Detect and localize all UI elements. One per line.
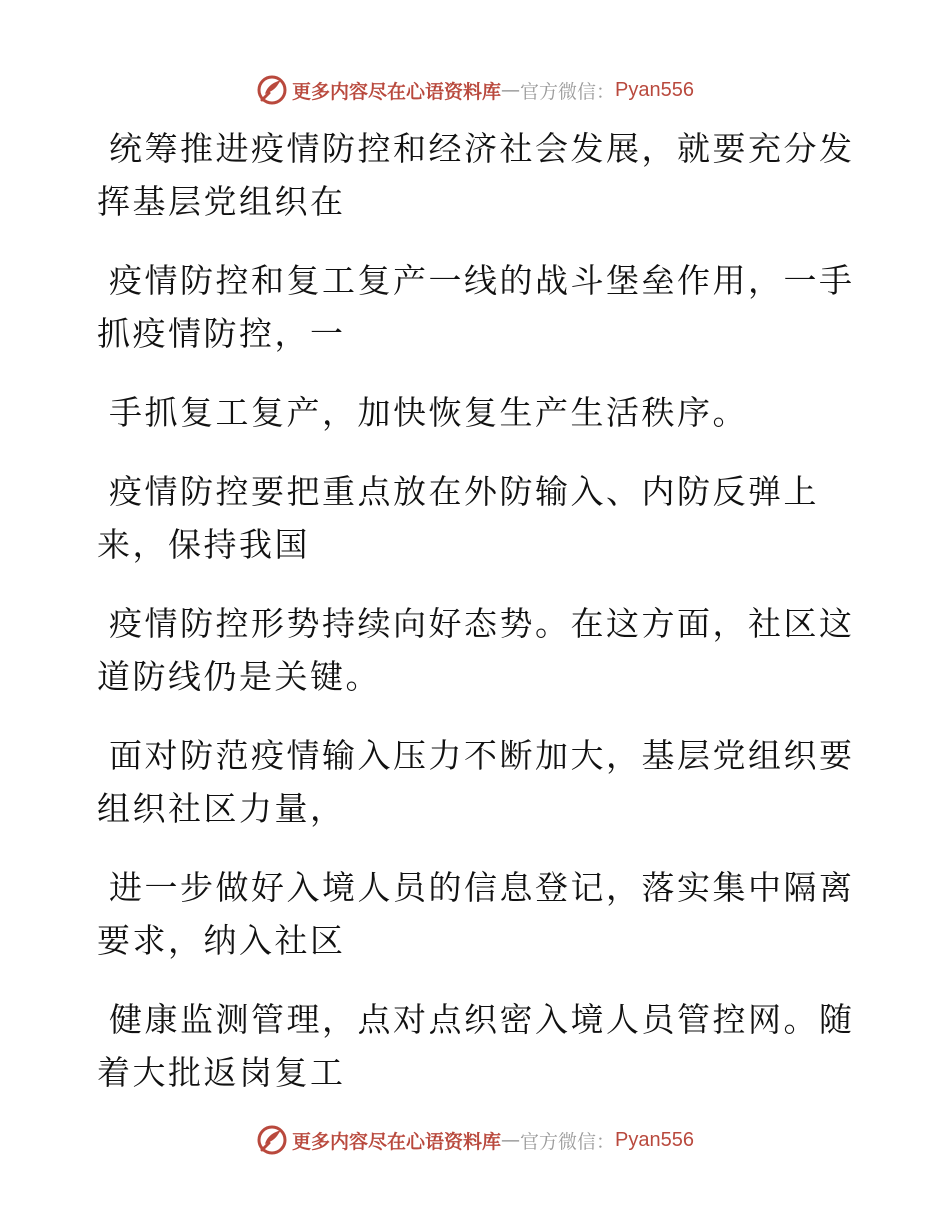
paragraph <box>97 465 837 571</box>
paragraph <box>97 254 855 360</box>
paragraph-line: 疫情防控要把重点放在外防输入、内防反弹上 <box>109 472 819 511</box>
logo-icon <box>256 74 288 106</box>
paragraph-line: 挥基层党组织在 <box>97 182 346 221</box>
paragraph-line: 着大批返岗复工 <box>97 1053 346 1092</box>
paragraph-line: 要求，纳入社区 <box>97 921 346 960</box>
paragraph-line: 道防线仍是关键。 <box>97 657 381 696</box>
banner-wechat-id: Pyan556 <box>615 78 694 101</box>
paragraph-line: 疫情防控形势持续向好态势。在这方面，社区这 <box>109 604 855 643</box>
paragraph <box>97 386 837 439</box>
paragraph-line: 抓疫情防控，一 <box>97 314 346 353</box>
paragraph-line: 疫情防控和复工复产一线的战斗堡垒作用，一手 <box>109 261 855 300</box>
paragraph-line: 进一步做好入境人员的信息登记，落实集中隔离 <box>109 868 855 907</box>
paragraph <box>97 861 855 967</box>
paragraph-line: 健康监测管理，点对点织密入境人员管控网。随 <box>109 1000 855 1039</box>
logo-icon <box>256 1124 288 1156</box>
paragraph-line: 手抓复工复产，加快恢复生产生活秩序。 <box>109 393 748 432</box>
paragraph-line: 组织社区力量， <box>97 789 346 828</box>
banner-dash: — <box>501 1129 521 1151</box>
paragraph <box>97 597 855 703</box>
paragraph-line: 面对防范疫情输入压力不断加大，基层党组织要 <box>109 736 855 775</box>
banner-brand: 更多内容尽在心语资料库 <box>292 80 502 103</box>
banner-wechat-id: Pyan556 <box>615 1128 694 1151</box>
paragraph <box>97 993 855 1099</box>
banner-wechat-label: 官方微信： <box>520 80 616 103</box>
banner-brand: 更多内容尽在心语资料库 <box>292 1130 502 1153</box>
footer-banner <box>0 1122 950 1158</box>
banner-wechat-label: 官方微信： <box>520 1130 616 1153</box>
banner-dash: — <box>501 79 521 101</box>
paragraph-line: 统筹推进疫情防控和经济社会发展，就要充分发 <box>109 129 855 168</box>
header-banner <box>0 72 950 108</box>
paragraph <box>97 122 855 228</box>
paragraph-line: 来，保持我国 <box>97 525 310 564</box>
paragraph <box>97 729 855 835</box>
document-body <box>97 122 855 1125</box>
